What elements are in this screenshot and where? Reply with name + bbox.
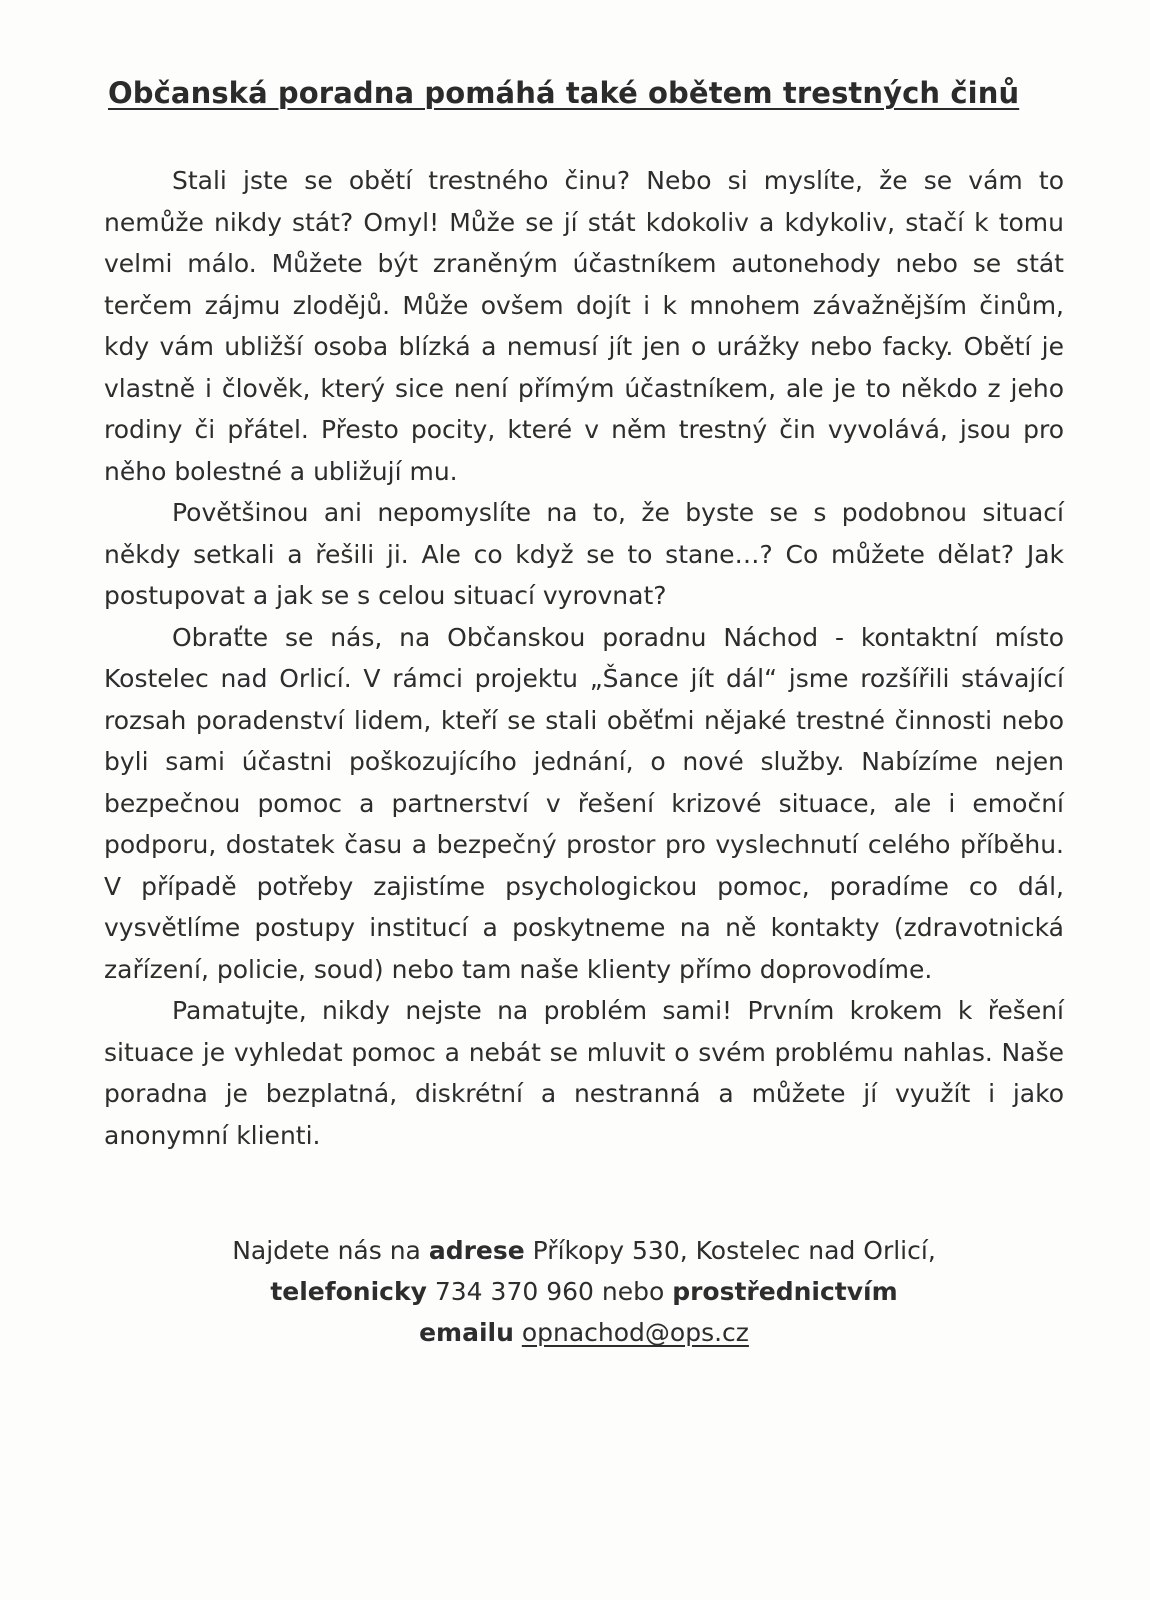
document-body bbox=[104, 160, 1064, 1156]
contact-address: Příkopy 530, Kostelec nad Orlicí, bbox=[524, 1236, 936, 1265]
contact-label-via: prostřednictvím bbox=[672, 1277, 898, 1306]
email-link[interactable]: opnachod@ops.cz bbox=[521, 1318, 749, 1347]
paragraph: Obraťte se nás, na Občanskou poradnu Náchod - kontaktní místo Kostelec nad Orlicí. V rámci projektu „Šance jít dál“ jsme rozšířili stávající rozsah poradenství lidem, kteří se stali oběťmi nějaké trestné činnosti nebo byli sami účastni poškozujícího jednání, o nové služby. Nabízíme nejen bezpečnou pomoc a partnerství v řešení krizové situace, ale i emoční podporu, dostatek času a bezpečný prostor pro vyslechnutí celého příběhu. V případě potřeby zajistíme psychologickou pomoc, poradíme co dál, vysvětlíme postupy institucí a poskytneme na ně kontakty (zdravotnická zařízení, policie, soud) nebo tam naše klienty přímo doprovodíme. bbox=[104, 622, 1064, 984]
paragraph: Pamatujte, nikdy nejste na problém sami! Prvním krokem k řešení situace je vyhledat pomoc a nebát se mluvit o svém problému nahlas. Naše poradna je bezplatná, diskrétní a nestranná a můžete jí využít i jako anonymní klienti. bbox=[104, 996, 1064, 1150]
contact-label-phone: telefonicky bbox=[270, 1277, 427, 1306]
contact-label-email: emailu bbox=[419, 1318, 514, 1347]
paragraph: Povětšinou ani nepomyslíte na to, že byste se s podobnou situací někdy setkali a řešili ji. Ale co když se to stane…? Co můžete dělat? Jak postupovat a jak se s celou situací vyrovnat? bbox=[104, 498, 1064, 610]
contact-text: Najdete nás na bbox=[232, 1236, 429, 1265]
contact-block bbox=[104, 1230, 1064, 1353]
contact-email-line bbox=[104, 1312, 1064, 1353]
contact-label-address: adrese bbox=[428, 1236, 525, 1265]
contact-phone-line bbox=[104, 1271, 1064, 1312]
contact-address-line bbox=[104, 1230, 1064, 1271]
paragraph: Stali jste se obětí trestného činu? Nebo si myslíte, že se vám to nemůže nikdy stát? Omyl! Může se jí stát kdokoliv a kdykoliv, stačí k tomu velmi málo. Můžete být zraněným účastníkem autonehody nebo se stát terčem zájmu zlodějů. Může ovšem dojít i k mnohem závažnějším činům, kdy vám ubližší osoba blízká a nemusí jít jen o urážky nebo facky. Obětí je vlastně i člověk, který sice není přímým účastníkem, ale je to někdo z jeho rodiny či přátel. Přesto pocity, které v něm trestný čin vyvolává, jsou pro něho bolestné a ubližují mu. bbox=[104, 166, 1064, 486]
contact-phone: 734 370 960 nebo bbox=[426, 1277, 673, 1306]
document-title: Občanská poradna pomáhá také obětem trestných činů bbox=[108, 76, 1020, 110]
